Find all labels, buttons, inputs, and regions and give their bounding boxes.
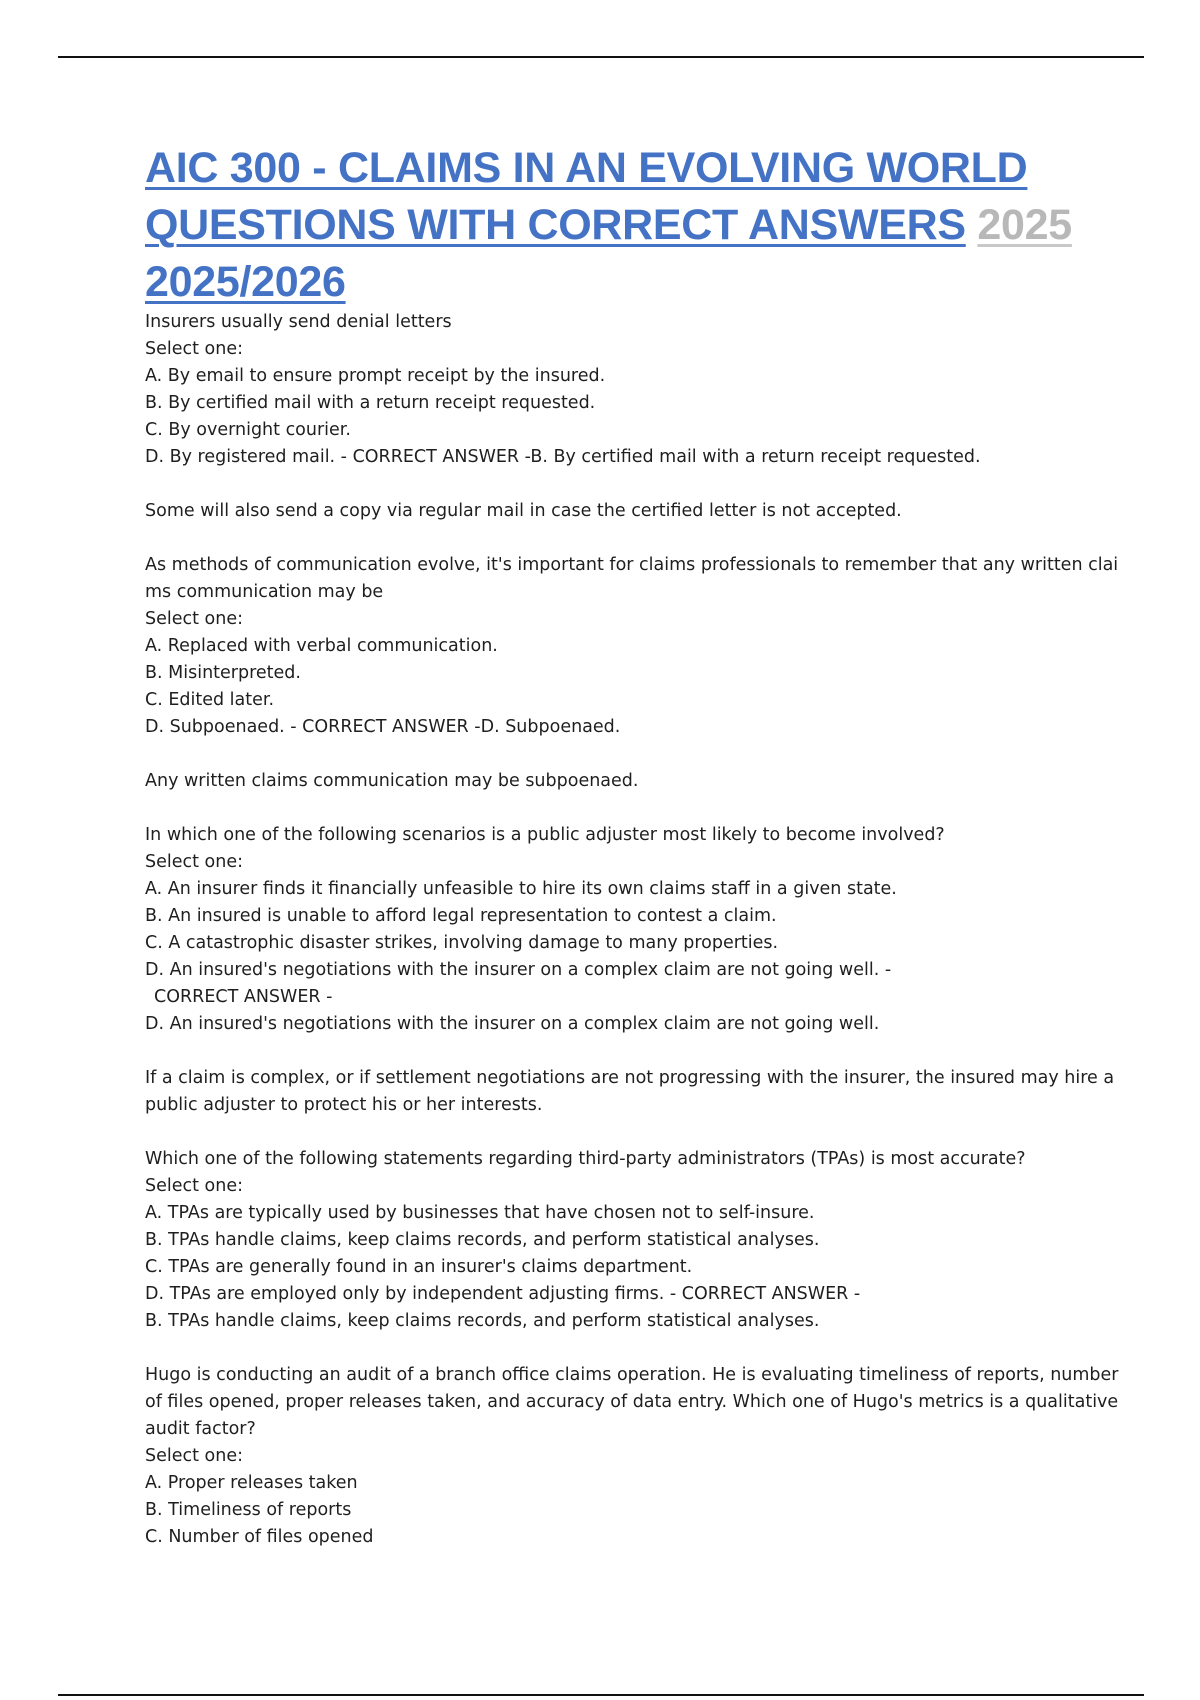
option-d: D. An insured's negotiations with the insurer on a complex claim are not going well. - (145, 960, 892, 980)
option-a: A. Proper releases taken (145, 1473, 358, 1493)
option-d-with-answer: D. By registered mail. - CORRECT ANSWER -B. By certified mail with a return receipt requested. (145, 447, 981, 467)
select-one-label: Select one: (145, 1446, 244, 1466)
title-line-2: QUESTIONS WITH CORRECT ANSWERS (145, 201, 966, 249)
select-one-label: Select one: (145, 609, 244, 629)
question-text: As methods of communication evolve, it's important for claims professionals to remember that any written claims communication may be (145, 555, 1119, 602)
document-title (145, 140, 1155, 311)
title-year: 2025 (977, 201, 1072, 249)
title-line-1: AIC 300 - CLAIMS IN AN EVOLVING WORLD (145, 144, 1028, 192)
question-text: Hugo is conducting an audit of a branch office claims operation. He is evaluating timeliness of reports, number of files opened, proper releases taken, and accuracy of data entry. Which one of Hugo's metrics is a qualitative audit factor? (145, 1365, 1125, 1439)
answer-explanation: Any written claims communication may be subpoenaed. (145, 771, 639, 791)
question-text: Which one of the following statements regarding third-party administrators (TPAs) is most accurate? (145, 1149, 1026, 1169)
select-one-label: Select one: (145, 1176, 244, 1196)
option-a: A. An insurer finds it financially unfeasible to hire its own claims staff in a given state. (145, 879, 897, 899)
option-c: C. TPAs are generally found in an insurer's claims department. (145, 1257, 693, 1277)
option-a: A. TPAs are typically used by businesses that have chosen not to self-insure. (145, 1203, 815, 1223)
option-c: C. Edited later. (145, 690, 275, 710)
option-b: B. An insured is unable to afford legal representation to contest a claim. (145, 906, 777, 926)
option-b: B. Misinterpreted. (145, 663, 301, 683)
option-d-with-answer: D. Subpoenaed. - CORRECT ANSWER -D. Subpoenaed. (145, 717, 621, 737)
option-b: B. Timeliness of reports (145, 1500, 352, 1520)
answer-explanation: Some will also send a copy via regular mail in case the certified letter is not accepted. (145, 501, 902, 521)
question-block-1 (145, 309, 1125, 525)
question-text: Insurers usually send denial letters (145, 312, 452, 332)
question-block-2 (145, 552, 1125, 795)
question-block-5 (145, 1362, 1125, 1551)
answer-explanation: If a claim is complex, or if settlement negotiations are not progressing with the insurer, the insured may hire a public adjuster to protect his or her interests. (145, 1068, 1120, 1115)
header-rule (58, 56, 1144, 58)
option-c: C. By overnight courier. (145, 420, 351, 440)
document-body (145, 309, 1125, 1551)
question-block-4 (145, 1146, 1125, 1335)
option-b: B. By certified mail with a return receipt requested. (145, 393, 596, 413)
correct-answer-label: CORRECT ANSWER - (154, 987, 333, 1007)
correct-answer: D. An insured's negotiations with the insurer on a complex claim are not going well. (145, 1014, 880, 1034)
option-a: A. Replaced with verbal communication. (145, 636, 498, 656)
footer-rule (58, 1694, 1144, 1696)
correct-answer: B. TPAs handle claims, keep claims records, and perform statistical analyses. (145, 1311, 820, 1331)
select-one-label: Select one: (145, 852, 244, 872)
option-b: B. TPAs handle claims, keep claims records, and perform statistical analyses. (145, 1230, 820, 1250)
option-d-with-answer-label: D. TPAs are employed only by independent adjusting firms. - CORRECT ANSWER - (145, 1284, 861, 1304)
question-text: In which one of the following scenarios is a public adjuster most likely to become involved? (145, 825, 945, 845)
title-line-3: 2025/2026 (145, 258, 346, 306)
select-one-label: Select one: (145, 339, 244, 359)
question-block-3 (145, 822, 1125, 1119)
option-a: A. By email to ensure prompt receipt by the insured. (145, 366, 606, 386)
option-c: C. Number of files opened (145, 1527, 374, 1547)
option-c: C. A catastrophic disaster strikes, involving damage to many properties. (145, 933, 779, 953)
